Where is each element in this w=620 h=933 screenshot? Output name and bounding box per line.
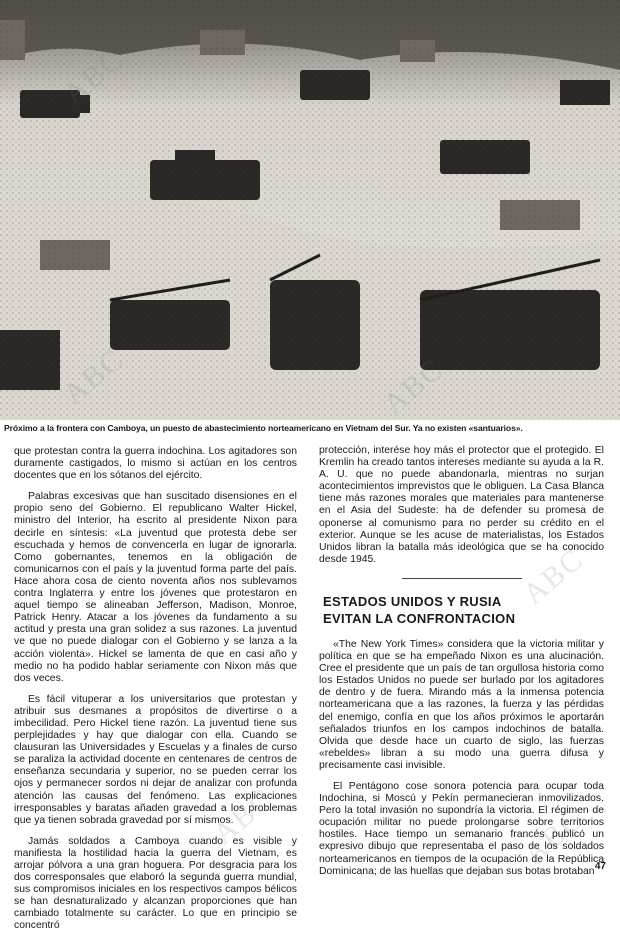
page-number: 47 [594, 861, 606, 872]
section-heading [323, 593, 604, 627]
watermark: ABC [516, 802, 591, 872]
photo-caption: Próximo a la frontera con Camboya, un puesto de abastecimiento norteamericano en Vietnam del Sur. Ya no existen «santuarios». [4, 423, 523, 433]
photo-illustration [0, 0, 620, 420]
left-column [14, 446, 297, 933]
paragraph: que protestan contra la guerra indochina. Los agitadores son duramente castigados, lo mismo si actúan en los centros docentes que en los sótanos del ejército. [14, 446, 297, 482]
watermark: ABC [516, 542, 591, 612]
heading-line: ESTADOS UNIDOS Y RUSIA [323, 593, 502, 609]
heading-line: EVITAN LA CONFRONTACION [323, 610, 516, 626]
watermark: ABC [206, 782, 281, 852]
paragraph: Palabras excesivas que han suscitado disensiones en el propio seno del Gobierno. El republicano Walter Hickel, ministro del Interior, ha escrito al presidente Nixon para decirle en síntesis: «La juventud que protesta debe ser escuchada y hemos de convencerla en lugar de ignorarla. Como gobernantes, tenemos en la obligación de comunicarnos con el país y la juventud forma parte del país. Hace ahora cosa de ciento noventa años nos sublevamos contra Inglaterra y entre los jóvenes que protestaron en aquel tiempo se alineaban Jefferson, Madison, Monroe, Patrick Henry. Atacar a los jóvenes da fundamento a su actitud y presta una gran solidez a sus razones. La juventud ve que no puede dialogar con el Gobierno y se lanza a la acción violenta». Hickel se lamenta de que en casi año y medio no ha podido hablar seriamente con Nixon más que dos veces. [14, 491, 297, 684]
paragraph: protección, interése hoy más el protector que el protegido. El Kremlin ha creado tantos intereses mediante su ayuda a la R. A. U. que no puede abandonarla, mientras no surjan acontecimientos imprevistos que le obliguen. La Casa Blanca tiene más razones morales que materiales para mantenerse en el Asia del Sudeste: ha de defender su promesa de oponerse al comunismo para no perder su crédito en el exterior. Aunque se les acuse de materialistas, los Estados Unidos libran la batalla más ideológica que se ha conocido desde 1945. [319, 445, 604, 565]
right-column [319, 445, 604, 878]
paragraph: Jamás soldados a Camboya cuando es visible y manifiesta la hostilidad hacia la guerra del Vietnam, es arrojar pólvora a una gran hoguera. Por desgracia para los dos corresponsales que elaboró la segunda guerra mundial, sus compromisos iniciales en los respectivos campos bélicos se han desnaturalizado y alcanzan proporciones que han cambiado totalmente su carácter. Lo que en principio se concentró [14, 835, 297, 932]
paragraph: El Pentágono cose sonora potencia para ocupar toda Indochina, si Moscú y Pekín permanecieran inmovilizados. Pero la total invasión no supondría la victoria. El régimen de ocupación militar no puede prolongarse sobre territorios hostiles. Hace tiempo un semanario francés publicó un expresivo dibujo que representaba el paso de los soldados norteamericanos en tiempos de la ocupación de la República Dominicana; de las huellas que dejaban sus botas brotaban [319, 780, 604, 877]
photo-supply-post [0, 0, 620, 420]
paragraph: Es fácil vituperar a los universitarios que protestan y atribuir sus desmanes a propósitos de divertirse o a imbecilidad. Pero Hickel tiene razón. La juventud tiene sus perplejidades y hay que dialogar con ella. Cuando se clausuran las Universidades y Escuelas y a finales de curso se paraliza la actividad docente en centenares de centros de enseñanza secundaria y superior, no se pueden cerrar los ojos y permanecer sordos ni dejar de analizar con profunda atención las causas del fenómeno. Las explicaciones irresponsables y baratas añaden gravedad a los problemas que ya tienen sobrada gravedad por sí mismos. [14, 693, 297, 826]
paragraph: «The New York Times» considera que la victoria militar y política en que se ha empeñado Nixon es una alucinación. Cree el presidente que un país de tan orgullosa historia como los Estados Unidos no puede ser burlado por los agitadores de dentro y de fuera. Mirando más a la inmensa potencia norteamericana que a las razones, la fuerza y las pérdidas del enemigo, confía en que los años próximos le aportarán señalados triunfos en los campos indochinos de batalla. Olvida que desde hace un cuarto de siglo, las fuerzas «rebeldes» libran a su modo una guerra difusa y precisamente casi invisible. [319, 638, 604, 771]
section-divider [402, 578, 522, 579]
